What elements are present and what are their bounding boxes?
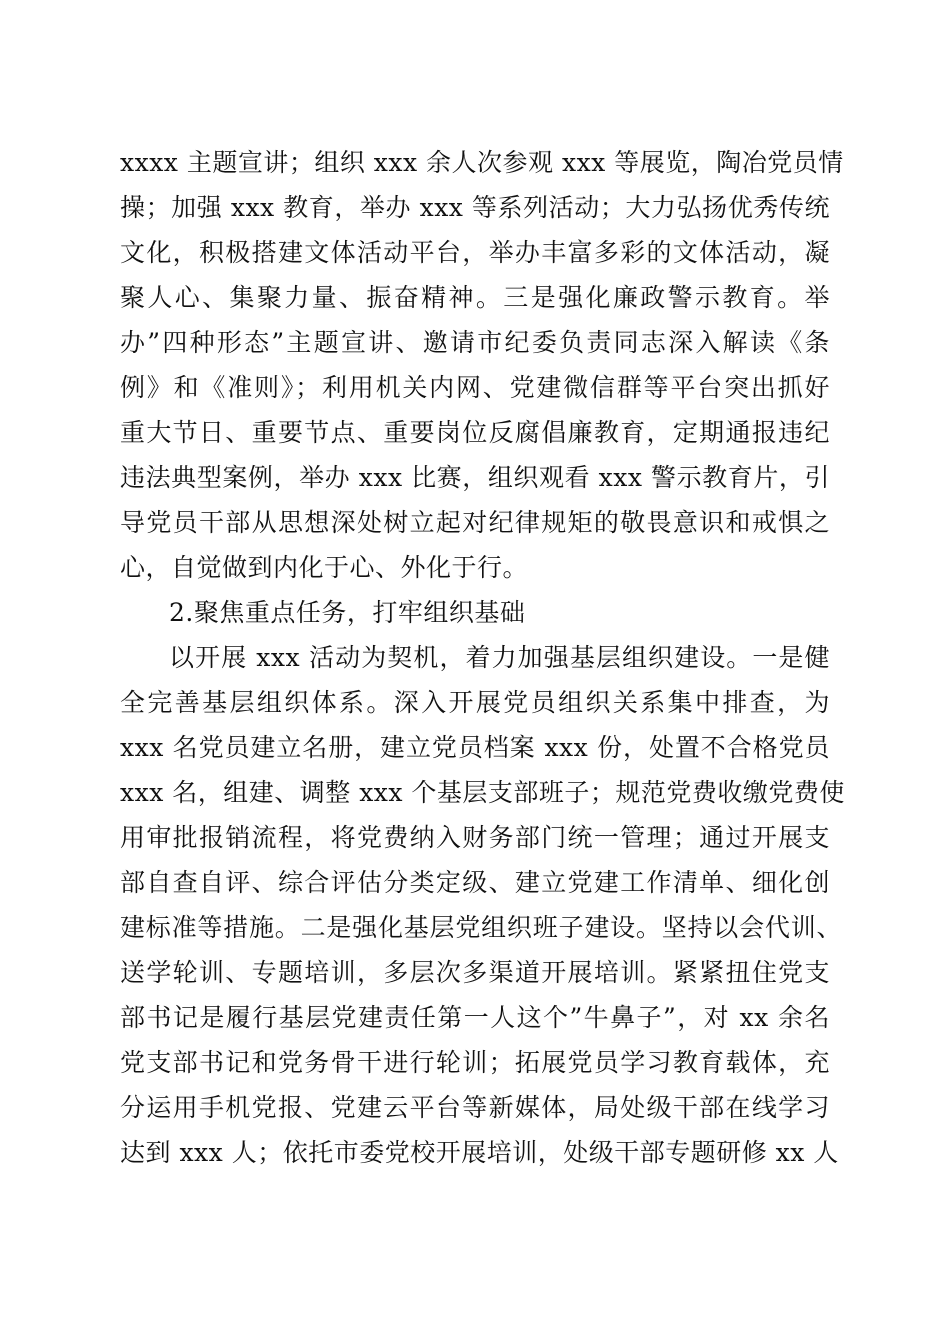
text-line: 以开展 xxx 活动为契机，着力加强基层组织建设。一是健 bbox=[169, 643, 830, 672]
text-line: 违法典型案例，举办 xxx 比赛，组织观看 xxx 警示教育片，引 bbox=[120, 463, 830, 492]
text-line: 办”四种形态”主题宣讲、邀请市纪委负责同志深入解读《条 bbox=[120, 328, 830, 357]
text-line: xxx 名，组建、调整 xxx 个基层支部班子；规范党费收缴党费使 bbox=[120, 778, 845, 807]
text-line: 送学轮训、专题培训，多层次多渠道开展培训。紧紧扭住党支 bbox=[120, 958, 830, 987]
text-line: 部书记是履行基层党建责任第一人这个”牛鼻子”，对 xx 余名 bbox=[120, 1003, 830, 1032]
text-line: 聚人心、集聚力量、振奋精神。三是强化廉政警示教育。举 bbox=[120, 283, 830, 312]
text-line: 重大节日、重要节点、重要岗位反腐倡廉教育，定期通报违纪 bbox=[120, 418, 830, 447]
text-line: 分运用手机党报、党建云平台等新媒体，局处级干部在线学习 bbox=[120, 1093, 830, 1122]
text-line: 例》和《准则》；利用机关内网、党建微信群等平台突出抓好 bbox=[120, 373, 830, 402]
text-line: 建标准等措施。二是强化基层党组织班子建设。坚持以会代训、 bbox=[120, 913, 842, 942]
text-line: 达到 xxx 人；依托市委党校开展培训，处级干部专题研修 xx 人 bbox=[120, 1138, 839, 1167]
text-line: 操；加强 xxx 教育，举办 xxx 等系列活动；大力弘扬优秀传统 bbox=[120, 193, 830, 222]
text-line: 用审批报销流程，将党费纳入财务部门统一管理；通过开展支 bbox=[120, 823, 830, 852]
text-line: 导党员干部从思想深处树立起对纪律规矩的敬畏意识和戒惧之 bbox=[120, 508, 830, 537]
text-line: 部自查自评、综合评估分类定级、建立党建工作清单、细化创 bbox=[120, 868, 830, 897]
text-line: 党支部书记和党务骨干进行轮训；拓展党员学习教育载体，充 bbox=[120, 1048, 830, 1077]
text-line: xxxx 主题宣讲；组织 xxx 余人次参观 xxx 等展览，陶冶党员情 bbox=[120, 148, 844, 177]
section-heading: 2.聚焦重点任务，打牢组织基础 bbox=[169, 598, 526, 627]
text-line: xxx 名党员建立名册，建立党员档案 xxx 份，处置不合格党员 bbox=[120, 733, 830, 762]
text-line: 全完善基层组织体系。深入开展党员组织关系集中排查，为 bbox=[120, 688, 830, 717]
text-line: 心，自觉做到内化于心、外化于行。 bbox=[120, 553, 529, 582]
text-line: 文化，积极搭建文体活动平台，举办丰富多彩的文体活动，凝 bbox=[120, 238, 830, 267]
